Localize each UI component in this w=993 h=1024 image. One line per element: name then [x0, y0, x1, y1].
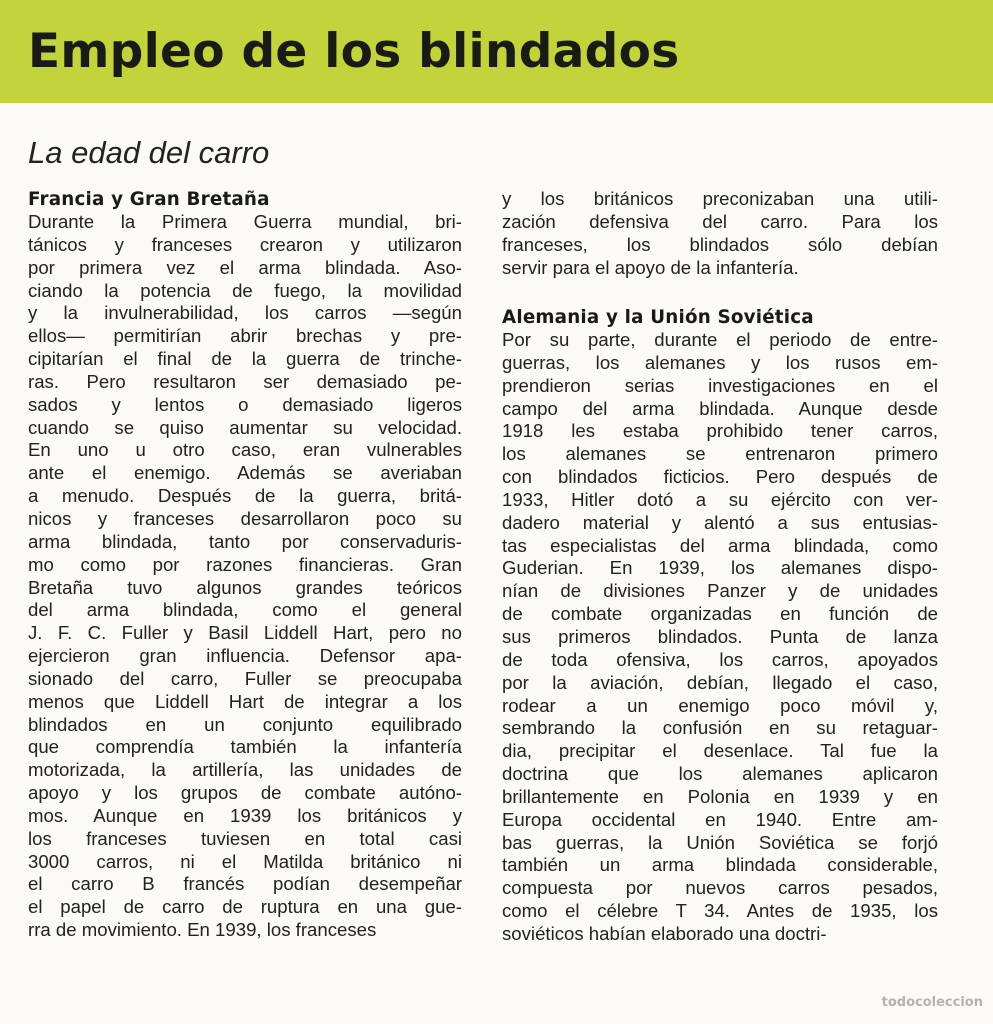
left-text-line: motorizada, la artillería, las unidades de [28, 759, 462, 781]
right-text-line: doctrina que los alemanes aplicaron [502, 763, 938, 785]
right-column-continuation [502, 188, 938, 279]
right-text-line: 1933, Hitler dotó a su ejército con ver- [502, 488, 938, 510]
left-text-line: Bretaña tuvo algunos grandes teóricos [28, 576, 462, 598]
subheading-alemania: Alemania y la Unión Soviética [502, 307, 814, 328]
right-column [502, 306, 938, 946]
right-top-text-line: zación defensiva del carro. Para los [502, 210, 938, 232]
right-text-line: de toda ofensiva, los carros, apoyados [502, 648, 938, 670]
right-text-line: bas guerras, la Unión Soviética se forjó [502, 831, 938, 853]
right-text-line: rodear a un enemigo poco móvil y, [502, 694, 938, 716]
right-text-line: Por su parte, durante el periodo de entre- [502, 329, 938, 350]
left-text-line: cuando se quiso aumentar su velocidad. [28, 416, 462, 438]
right-text-line: por la aviación, debían, llegado el caso, [502, 671, 938, 693]
left-body-text [28, 211, 462, 942]
right-text-line: dadero material y alentó a sus entusias- [502, 511, 938, 533]
left-text-line: 3000 carros, ni el Matilda británico ni [28, 850, 462, 872]
left-text-line: Durante la Primera Guerra mundial, bri- [28, 211, 462, 232]
left-text-line: por primera vez el arma blindada. Aso- [28, 256, 462, 278]
right-text-line: dia, precipitar el desenlace. Tal fue la [502, 740, 938, 762]
left-text-line: y la invulnerabilidad, los carros —según [28, 302, 462, 324]
right-text-line: tas especialistas del arma blindada, como [502, 534, 938, 556]
left-text-line: mos. Aunque en 1939 los británicos y [28, 804, 462, 826]
right-top-text-line: y los británicos preconizaban una utili- [502, 188, 938, 209]
subheading-francia: Francia y Gran Bretaña [28, 189, 270, 210]
right-text-line: nían de divisiones Panzer y de unidades [502, 580, 938, 602]
right-text-line: también un arma blindada considerable, [502, 854, 938, 876]
left-text-line: sados y lentos o demasiado ligeros [28, 393, 462, 415]
left-text-line: que comprendía también la infantería [28, 736, 462, 758]
right-text-line: los alemanes se entrenaron primero [502, 443, 938, 465]
left-text-line: mo como por razones financieras. Gran [28, 553, 462, 575]
right-text-line: campo del arma blindada. Aunque desde [502, 397, 938, 419]
right-text-line: de combate organizadas en función de [502, 603, 938, 625]
left-column [28, 188, 462, 942]
left-text-line: menos que Liddell Hart de integrar a los [28, 690, 462, 712]
left-text-line: del arma blindada, como el general [28, 599, 462, 621]
left-text-line: cipitarían el final de la guerra de trinche- [28, 348, 462, 370]
right-text-line: 1918 les estaba prohibido tener carros, [502, 420, 938, 442]
right-text-line: con blindados ficticios. Pero después de [502, 466, 938, 488]
left-text-line: arma blindada, tanto por conservaduris- [28, 530, 462, 552]
left-text-line: ciando la potencia de fuego, la movilidad [28, 279, 462, 301]
right-text-line: brillantemente en Polonia en 1939 y en [502, 785, 938, 807]
watermark: todocoleccion [881, 995, 983, 1010]
left-text-line: ras. Pero resultaron ser demasiado pe- [28, 370, 462, 392]
section-heading: La edad del carro [28, 135, 270, 170]
header-band [0, 0, 993, 103]
right-top-text-line: franceses, los blindados sólo debían [502, 233, 938, 255]
right-text-line: guerras, los alemanes y los rusos em- [502, 351, 938, 373]
right-top-text-line: servir para el apoyo de la infantería. [502, 256, 799, 278]
left-text-line: sionado del carro, Fuller se preocupaba [28, 667, 462, 689]
right-text-line: sembrando la confusión en su retaguar- [502, 717, 938, 739]
left-text-line: ejercieron gran influencia. Defensor apa- [28, 645, 462, 667]
right-text-line: como el célebre T 34. Antes de 1935, los [502, 900, 938, 922]
left-text-line: el carro B francés podían desempeñar [28, 873, 462, 895]
page-title: Empleo de los blindados [28, 24, 680, 79]
right-top-body-text [502, 188, 938, 279]
left-text-line: nicos y franceses desarrollaron poco su [28, 507, 462, 529]
left-text-line: a menudo. Después de la guerra, britá- [28, 485, 462, 507]
right-body-text [502, 329, 938, 946]
left-text-line: En uno u otro caso, eran vulnerables [28, 439, 462, 461]
right-text-line: sus primeros blindados. Punta de lanza [502, 625, 938, 647]
left-text-line: rra de movimiento. En 1939, los franceses [28, 919, 377, 941]
left-text-line: J. F. C. Fuller y Basil Liddell Hart, pero no [28, 622, 462, 644]
right-text-line: prendieron serias investigaciones en el [502, 374, 938, 396]
right-text-line: compuesta por nuevos carros pesados, [502, 877, 938, 899]
left-text-line: el papel de carro de ruptura en una gue- [28, 896, 462, 918]
left-text-line: apoyo y los grupos de combate autóno- [28, 782, 462, 804]
left-text-line: tánicos y franceses crearon y utilizaron [28, 233, 462, 255]
left-text-line: blindados en un conjunto equilibrado [28, 713, 462, 735]
right-text-line: Europa occidental en 1940. Entre am- [502, 808, 938, 830]
right-text-line: Guderian. En 1939, los alemanes dispo- [502, 557, 938, 579]
left-text-line: ellos— permitirían abrir brechas y pre- [28, 325, 462, 347]
left-text-line: los franceses tuviesen en total casi [28, 827, 462, 849]
right-text-line: soviéticos habían elaborado una doctri- [502, 922, 827, 944]
left-text-line: ante el enemigo. Además se averiaban [28, 462, 462, 484]
